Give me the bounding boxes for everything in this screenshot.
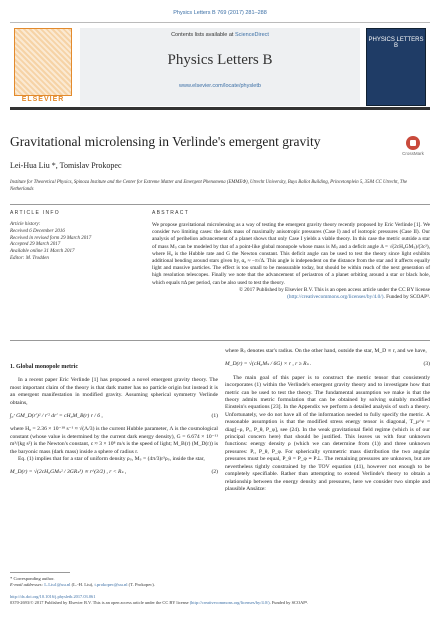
email-label: E-mail addresses: bbox=[10, 582, 45, 587]
history-line: Received 6 December 2016 bbox=[10, 228, 65, 234]
journal-homepage bbox=[80, 83, 360, 89]
history-line: Available online 31 March 2017 bbox=[10, 249, 75, 255]
divider bbox=[10, 204, 430, 205]
footnote-divider bbox=[10, 572, 70, 573]
issn-text: 0370-2693/© 2017 Published by Elsevier B.V. This is an open access article under the CC BY license bbox=[10, 600, 190, 605]
email-link[interactable]: L.Liu1@uu.nl bbox=[44, 582, 71, 587]
divider bbox=[10, 340, 430, 341]
footer-license-link[interactable]: (http://creativecommons.org/licenses/by/4.0/) bbox=[189, 600, 270, 605]
paragraph: The main goal of this paper is to construct the metric tensor that consistently incorporates (1) within the Verlinde's emergent gravity theory and to investigate how that metric can be used to test the theory. The fundamental assumption we make is that the theory admits metric formulation that can be obtained by solving suitably modified Einstein's equations [23]. In the Appendix we perform a detailed analysis of such a theory. Unfortunately, we do not have all of the information needed to fully specify the metric. A reasonable assumption is that the modified stress energy tensor is diagonal, T_μ^ν = diag[−ρ, Pᵣ, P_θ, P_φ], see (24). In the weak gravitational field regime (which is of our principal concern here) that should be justified. This leaves us with four unknown functions: energy density ρ (which we can determine from (1)) and three unknown pressures: Pᵣ, P_θ, P_φ. For spherically symmetric mass distribution the two angular pressures must be equal, P_θ = P_φ ≡ P⊥. The remaining pressures are unknown, but are nevertheless tightly constrained by the TOV equation (41), however not enough to be completely specifiable. Rather than attempting to extend Verlinde's theory to obtain a relationship between the energy density and pressures, here we consider two simple and plausible Ansätze: bbox=[225, 374, 430, 492]
paragraph: where H₀ = 2.36 × 10⁻¹⁸ s⁻¹ ≈ √(Λ/3) is the current Hubble parameter, Λ is the cosmological constant (whose value is determined by the current dark energy density), G = 6.674 × 10⁻¹¹ m³/(kg s²) is the Newton's constant, c ≈ 3 × 10⁸ m/s is the speed of light; M_B(r) (M_D(r)) is the baryonic mass (dark mass) inside a sphere of radius r. bbox=[10, 426, 218, 455]
homepage-link[interactable]: www.elsevier.com/locate/physletb bbox=[179, 83, 261, 89]
abstract-copyright bbox=[152, 287, 430, 301]
contents-line bbox=[80, 32, 360, 38]
email-link[interactable]: t.prokopec@uu.nl bbox=[94, 582, 128, 587]
cover-text: PHYSICS LETTERS B bbox=[368, 37, 424, 49]
footnote bbox=[10, 576, 220, 588]
contents-prefix: Contents lists available at bbox=[171, 32, 235, 38]
journal-banner bbox=[80, 28, 360, 106]
journal-reference[interactable]: Physics Letters B 769 (2017) 281–288 bbox=[173, 10, 267, 16]
history-line: Accepted 29 March 2017 bbox=[10, 242, 61, 248]
crossmark-label: CrossMark bbox=[402, 151, 424, 156]
funded-text: . Funded by SCOAP³. bbox=[383, 294, 430, 301]
email-addresses bbox=[10, 582, 220, 588]
crossmark-icon bbox=[406, 136, 420, 150]
doi-link[interactable]: http://dx.doi.org/10.1016/j.physletb.2017.03.061 bbox=[10, 594, 96, 599]
paper-title: Gravitational microlensing in Verlinde's emergent gravity bbox=[10, 134, 321, 149]
issn-line bbox=[10, 600, 430, 606]
equation-2 bbox=[10, 469, 218, 476]
equation-3 bbox=[225, 361, 430, 368]
copyright-text: © 2017 Published by Elsevier B.V. This is an open access article under the CC BY license bbox=[238, 286, 430, 293]
email-owner: (L.-H. Liu), bbox=[70, 582, 95, 587]
equation-number: (2) bbox=[211, 469, 218, 476]
equation-number: (3) bbox=[423, 361, 430, 368]
affiliation: Institute for Theoretical Physics, Spinoza Institute and the Center for Extreme Matter and Emergent Phenomena (EMMEΦ), Utrecht University, Buys Ballot Building, Princetonplein 5, 3584 CC Utrecht, The Netherlands bbox=[10, 180, 408, 192]
publisher-name: ELSEVIER bbox=[21, 96, 65, 103]
journal-title: Physics Letters B bbox=[167, 52, 273, 68]
abstract-section bbox=[152, 210, 430, 301]
footer-funded: . Funded by SCOAP³. bbox=[269, 600, 309, 605]
journal-cover-image bbox=[366, 28, 426, 106]
article-info bbox=[10, 210, 145, 263]
history-line: Received in revised form 29 March 2017 bbox=[10, 235, 92, 241]
body-column-right bbox=[225, 348, 430, 493]
sciencedirect-link[interactable]: ScienceDirect bbox=[234, 32, 269, 38]
corresponding-author-note: * Corresponding author. bbox=[10, 576, 55, 581]
equation-body: ∫₀ʳ GM_D(r′)² / r′² dr′ = cH₀M_B(r) r / 6 , bbox=[10, 413, 103, 420]
crossmark-button[interactable] bbox=[398, 136, 428, 156]
article-info-label: ARTICLE INFO bbox=[10, 210, 60, 216]
section-heading: 1. Global monopole metric bbox=[10, 364, 78, 370]
abstract-label: ABSTRACT bbox=[152, 210, 190, 216]
history-line: Editor: M. Trodden bbox=[10, 255, 49, 261]
page-footer bbox=[10, 594, 430, 606]
authors: Lei-Hua Liu *, Tomislav Prokopec bbox=[10, 161, 122, 170]
abstract-text bbox=[152, 222, 430, 301]
paragraph: Eq. (1) implies that for a star of uniform density ρₛ, Mₛ = (4π/3)r³ρₛ, inside the star, bbox=[18, 456, 205, 463]
license-link[interactable]: (http://creativecommons.org/licenses/by/4.0/) bbox=[287, 294, 384, 301]
equation-number: (1) bbox=[211, 413, 218, 420]
paragraph: In a recent paper Eric Verlinde [1] has proposed a novel emergent gravity theory. The most important claim of the theory is that dark matter has no particle origin but instead it is an emergent manifestation in modified gravity. Assuming spherical symmetry Verlinde obtains, bbox=[10, 377, 218, 406]
email-owner: (T. Prokopec). bbox=[127, 582, 155, 587]
article-history bbox=[10, 222, 145, 263]
history-line: Article history: bbox=[10, 222, 41, 227]
abstract-body: We propose gravitational microlensing as a way of testing the emergent gravity theory recently proposed by Eric Verlinde [1]. We consider two limiting cases: the dark mass of maximally anisotropic pressures (Case I) and of isotropic pressures (Case II). Our analysis of perihelion advancement of a planet shows that only Case I yields a viable theory. In this case the metric outside a star of mass Mₛ can be modeled by that of a point-like global monopole whose mass is Mₛ and a deficit angle Δ = √(2cH₀GMₛ)/(3c²), where H₀ is the Hubble rate and G the Newton constant. This deficit angle can be used to test the theory since light exhibits additional bending around stars given by, α₀ ≈ −π√Δ. This angle is independent on the distance from the star and it affects equally light and massive particles. The effect is too small to be measurable today, but should be within reach of the next generation of high resolution telescopes. Finally we note that the advancement of periastron of a planet orbiting around a star or black hole, which equals πΔ per period, can be also used to test the theory. bbox=[152, 222, 430, 286]
paragraph: where Rₛ denotes star's radius. On the other hand, outside the star, M_D ∝ r, and we have, bbox=[225, 348, 427, 354]
equation-1 bbox=[10, 413, 218, 420]
body-column-left bbox=[10, 348, 218, 483]
equation-body: M_D(r) = √(2cH₀GMₛ² / 3GRₛ³) ∝ r^(3/2) , r < Rₛ , bbox=[10, 469, 127, 476]
equation-body: M_D(r) = √(cH₀Mₛ / 6G) × r , r ≥ Rₛ . bbox=[225, 361, 312, 368]
elsevier-tree-logo-icon bbox=[14, 28, 72, 96]
